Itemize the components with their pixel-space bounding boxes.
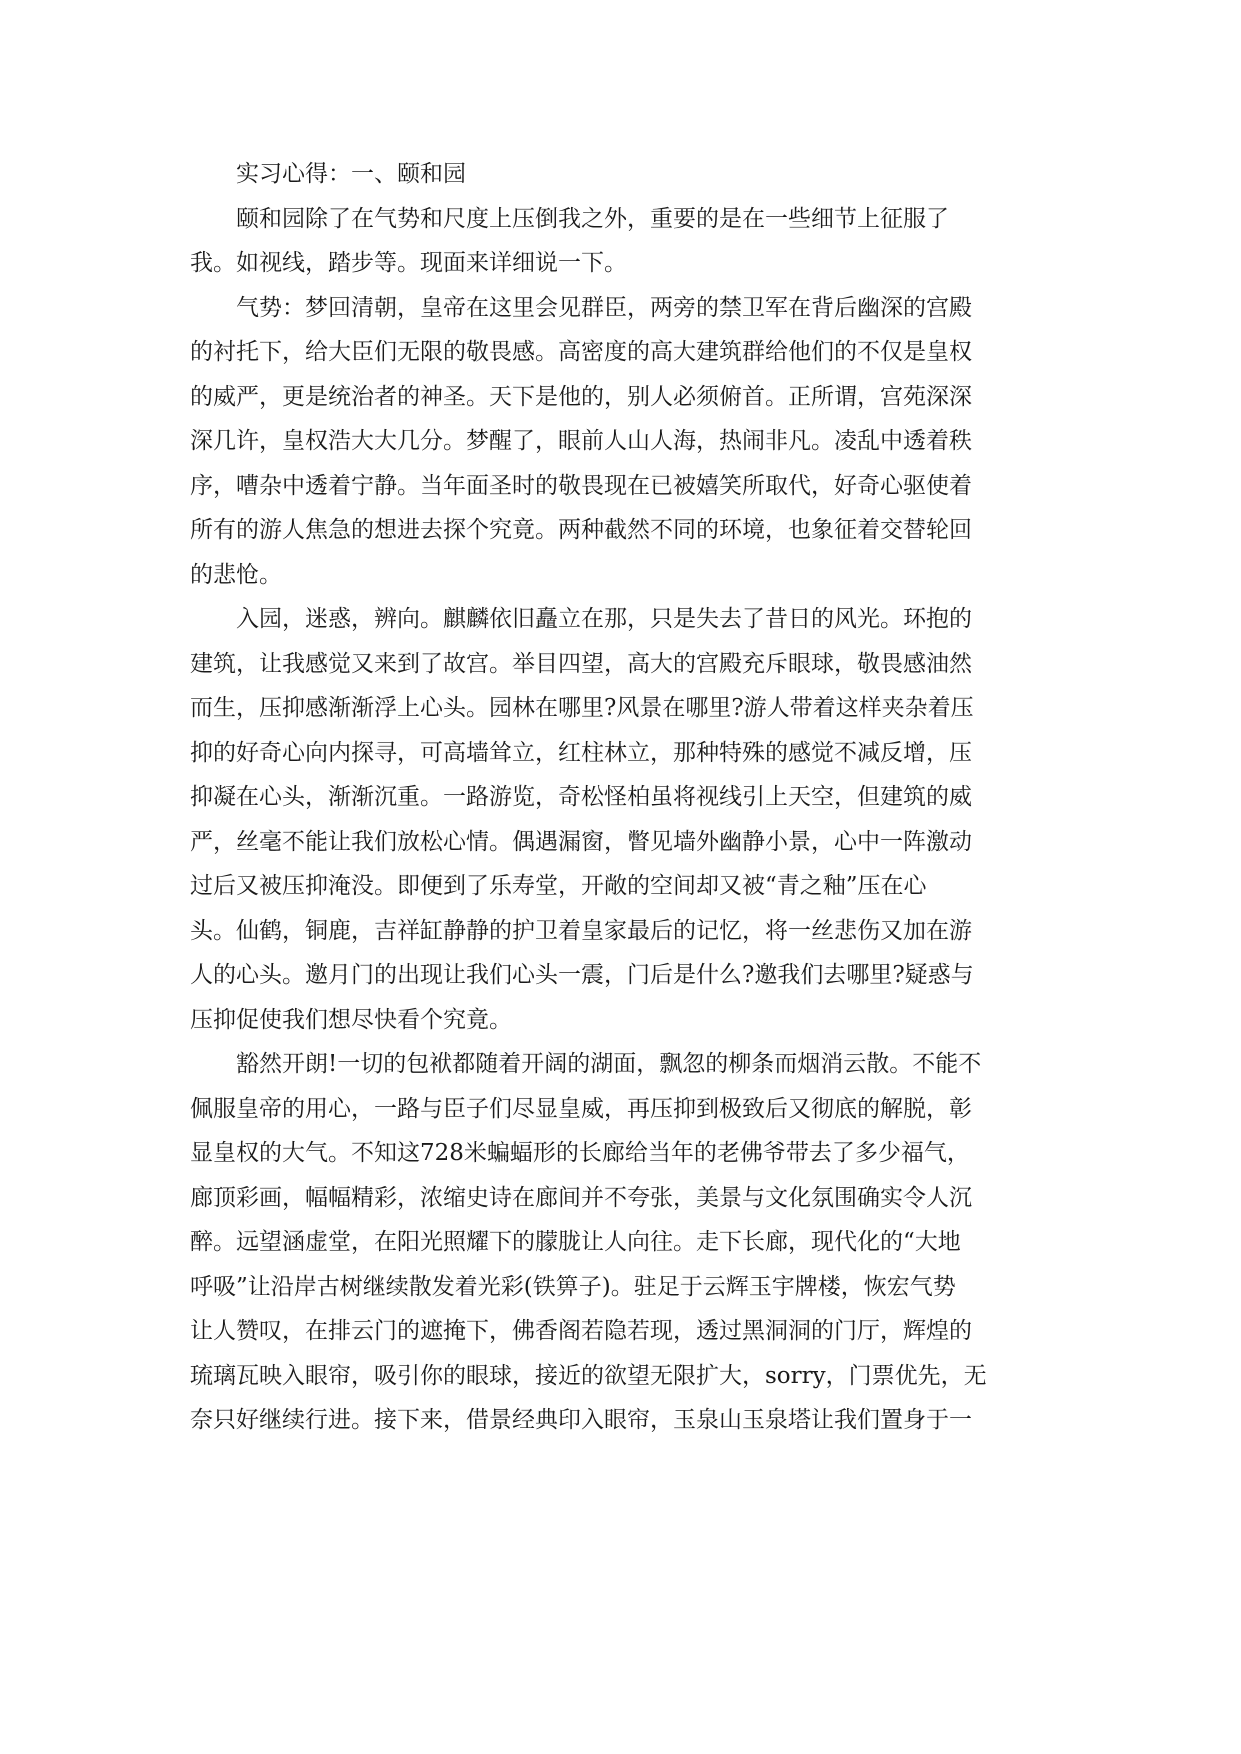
text-line: 醉。远望涵虚堂，在阳光照耀下的朦胧让人向往。走下长廊，现代化的“大地: [190, 1229, 961, 1255]
text-line: 头。仙鹤，铜鹿，吉祥缸静静的护卫着皇家最后的记忆，将一丝悲伤又加在游: [190, 917, 972, 944]
text-line: 的悲怆。: [190, 561, 282, 588]
text-line: 抑凝在心头，渐渐沉重。一路游览，奇松怪柏虽将视线引上天空，但建筑的威: [190, 784, 972, 810]
text-line: 深几许，皇权浩大大几分。梦醒了，眼前人山人海，热闹非凡。凌乱中透着秩: [190, 428, 972, 454]
text-line: 建筑，让我感觉又来到了故宫。举目四望，高大的宫殿充斥眼球，敬畏感油然: [190, 650, 972, 677]
text-line: 入园，迷惑，辨向。麒麟依旧矗立在那，只是失去了昔日的风光。环抱的: [236, 606, 972, 632]
text-line: 的衬托下，给大臣们无限的敬畏感。高密度的高大建筑群给他们的不仅是皇权: [190, 339, 972, 365]
text-line: 颐和园除了在气势和尺度上压倒我之外，重要的是在一些细节上征服了: [236, 205, 949, 232]
text-line: 序，嘈杂中透着宁静。当年面圣时的敬畏现在已被嬉笑所取代，好奇心驱使着: [190, 472, 972, 499]
text-line: 廊顶彩画，幅幅精彩，浓缩史诗在廊间并不夸张，美景与文化氛围确实令人沉: [190, 1184, 972, 1211]
text-line: 琉璃瓦映入眼帘，吸引你的眼球，接近的欲望无限扩大，sorry，门票优先，无: [190, 1362, 987, 1389]
text-line: 豁然开朗!一切的包袱都随着开阔的湖面，飘忽的柳条而烟消云散。不能不: [236, 1051, 982, 1077]
text-line: 我。如视线，踏步等。现面来详细说一下。: [190, 250, 627, 276]
text-line: 气势：梦回清朝，皇帝在这里会见群臣，两旁的禁卫军在背后幽深的宫殿: [236, 294, 972, 321]
text-line: 而生，压抑感渐渐浮上心头。园林在哪里?风景在哪里?游人带着这样夹杂着压: [190, 695, 974, 721]
document-body: [190, 152, 1050, 1443]
document-title-line: 实习心得：一、颐和园: [236, 161, 466, 187]
text-line: 抑的好奇心向内探寻，可高墙耸立，红柱林立，那种特殊的感觉不减反增，压: [190, 739, 972, 766]
text-line: 所有的游人焦急的想进去探个究竟。两种截然不同的环境，也象征着交替轮回: [190, 517, 972, 543]
text-line: 呼吸”让沿岸古树继续散发着光彩(铁箅子)。驻足于云辉玉宇牌楼，恢宏气势: [190, 1273, 956, 1300]
text-line: 过后又被压抑淹没。即便到了乐寿堂，开敞的空间却又被“青之釉”压在心: [190, 873, 927, 899]
text-line: 佩服皇帝的用心，一路与臣子们尽显皇威，再压抑到极致后又彻底的解脱，彰: [190, 1095, 972, 1122]
text-line: 显皇权的大气。不知这728米蝙蝠形的长廊给当年的老佛爷带去了多少福气，: [190, 1140, 970, 1166]
text-line: 严，丝毫不能让我们放松心情。偶遇漏窗，瞥见墙外幽静小景，心中一阵激动: [190, 828, 972, 855]
text-line: 奈只好继续行进。接下来，借景经典印入眼帘，玉泉山玉泉塔让我们置身于一: [190, 1407, 972, 1433]
text-line: 人的心头。邀月门的出现让我们心头一震，门后是什么?邀我们去哪里?疑惑与: [190, 962, 974, 988]
text-line: 压抑促使我们想尽快看个究竟。: [190, 1006, 512, 1033]
text-line: 的威严，更是统治者的神圣。天下是他的，别人必须俯首。正所谓，宫苑深深: [190, 383, 972, 410]
text-line: 让人赞叹，在排云门的遮掩下，佛香阁若隐若现，透过黑洞洞的门厅，辉煌的: [190, 1318, 972, 1344]
